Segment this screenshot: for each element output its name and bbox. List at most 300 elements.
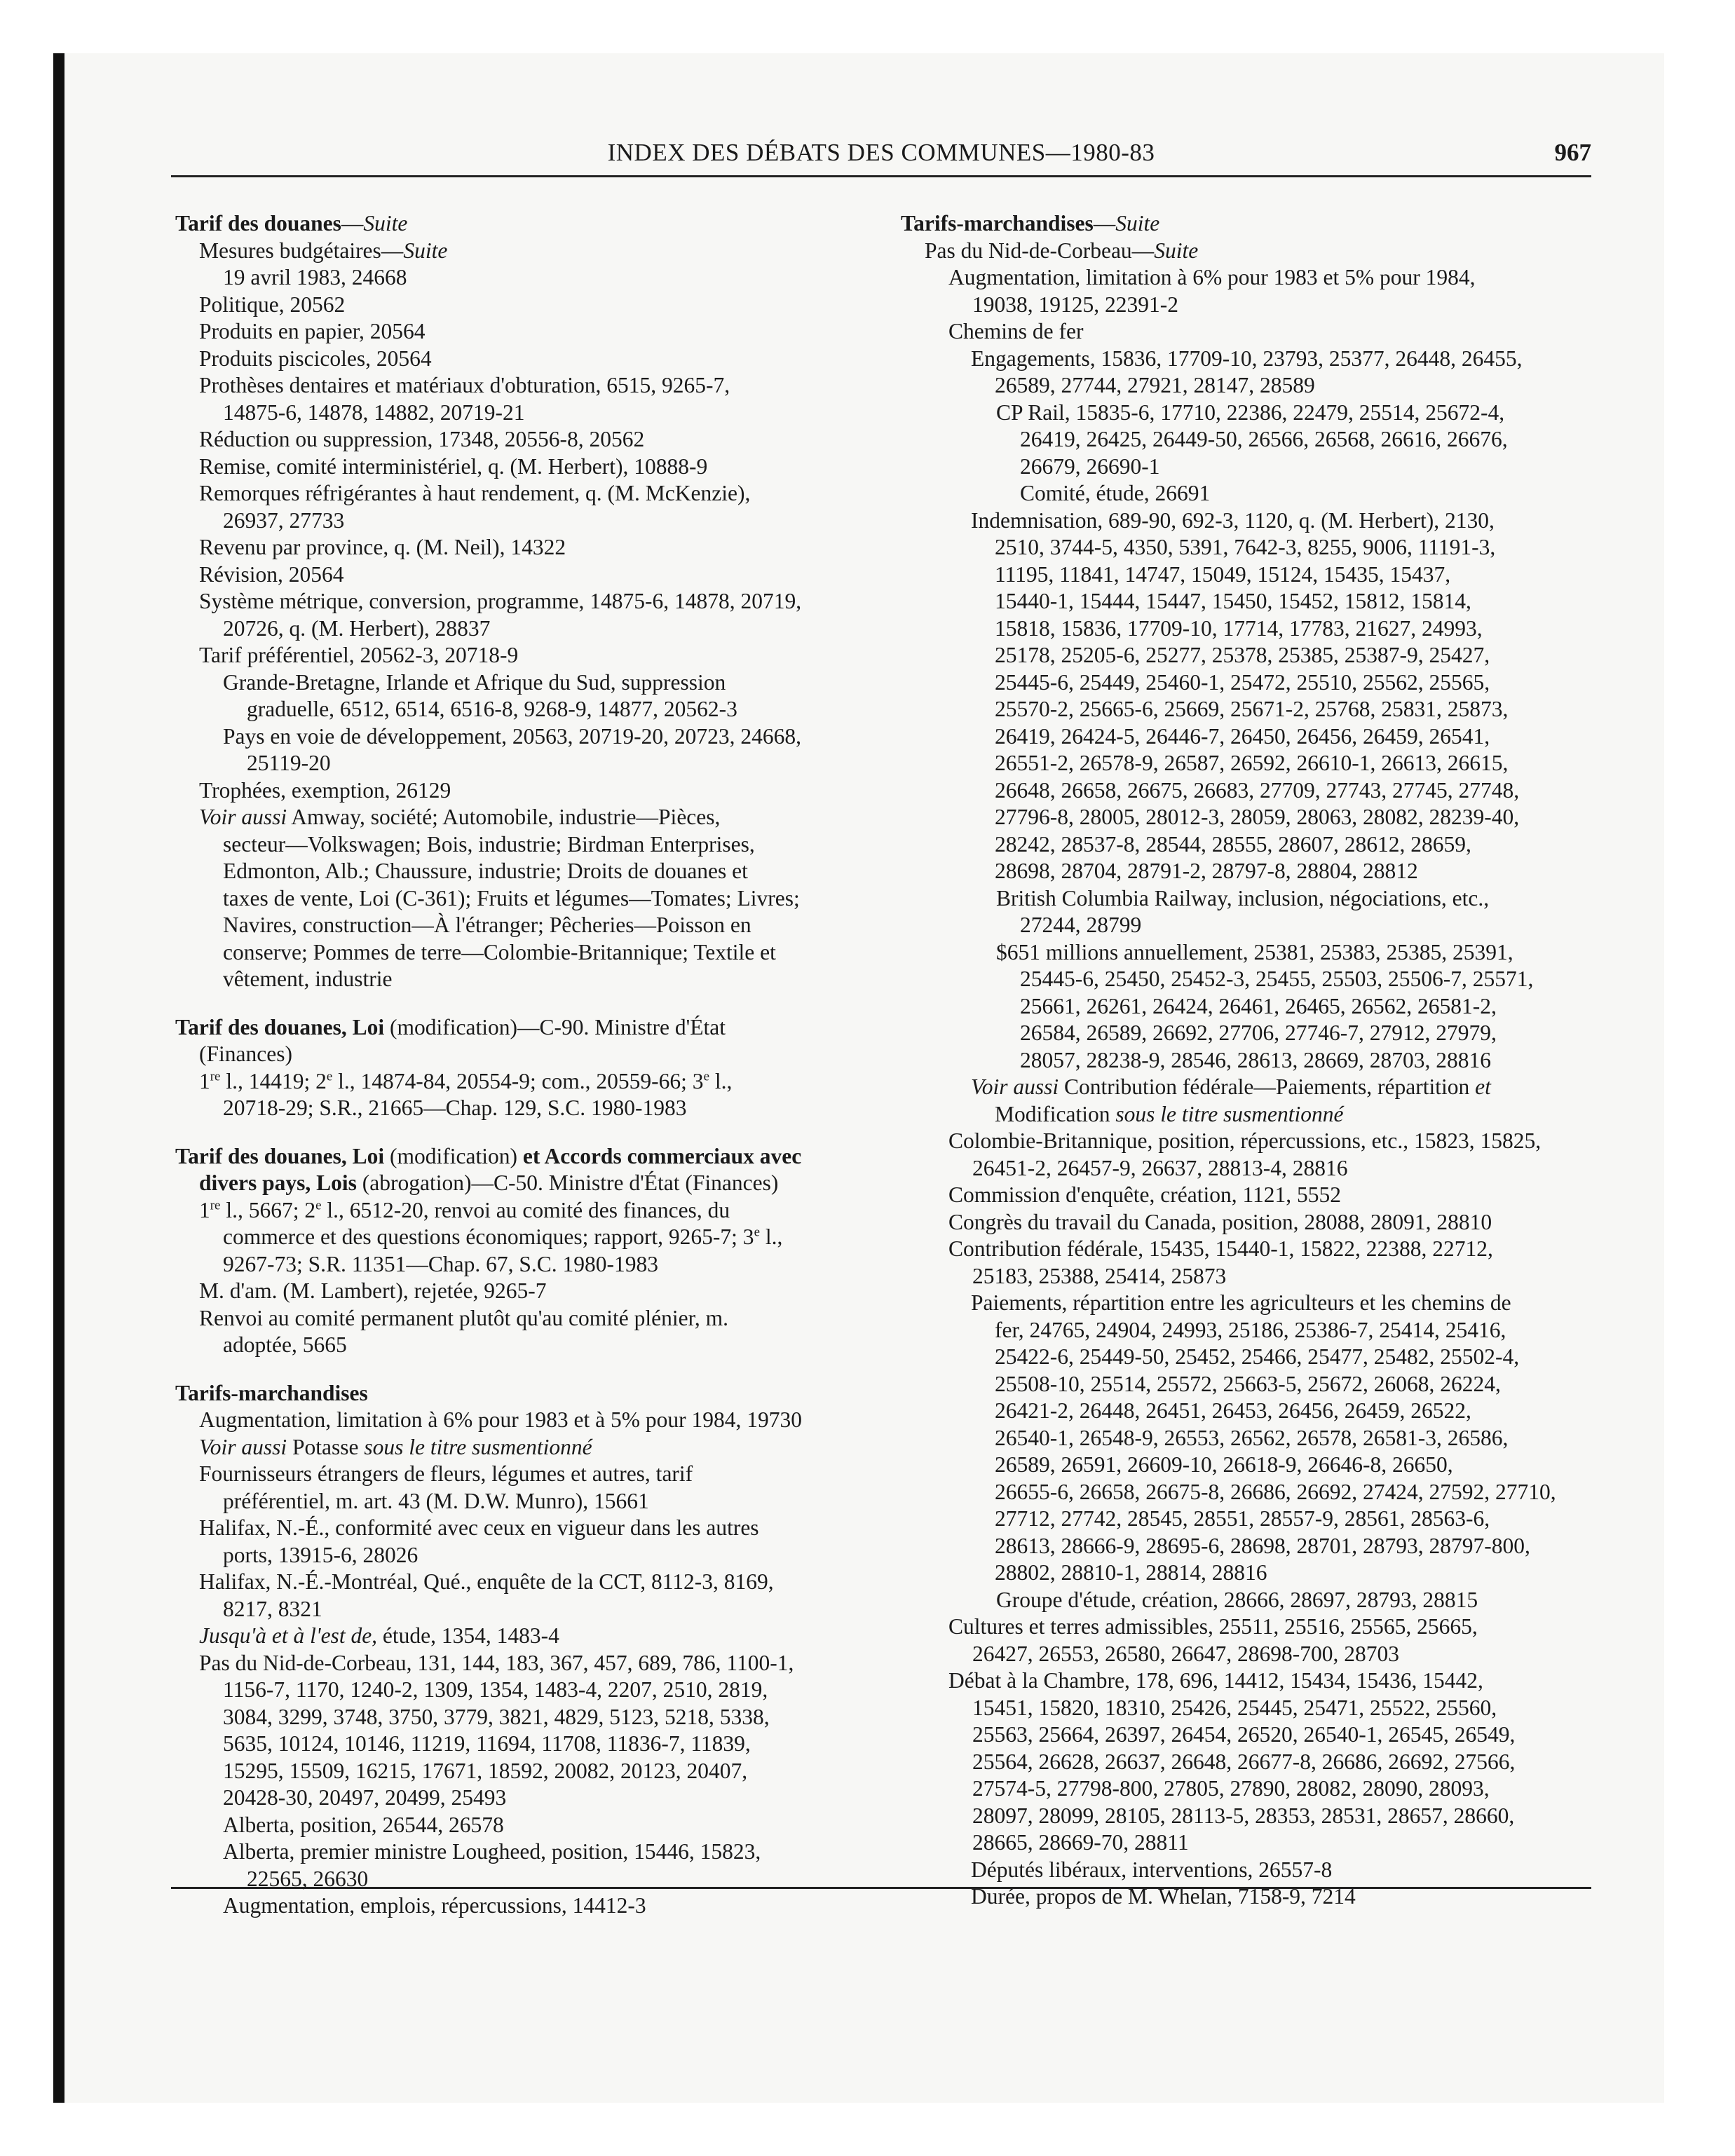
entry-line	[901, 642, 1595, 669]
entry-line	[175, 534, 866, 561]
index-heading	[175, 1380, 866, 1407]
text-run: Députés libéraux, interventions, 26557-8	[971, 1857, 1333, 1882]
index-entry	[901, 1857, 1595, 1884]
text-run: 28698, 28704, 28791-2, 28797-8, 28804, 28812	[995, 859, 1418, 883]
entry-line	[175, 1731, 866, 1758]
entry-line	[901, 372, 1595, 400]
entry-line	[901, 346, 1595, 373]
entry-line	[901, 1613, 1595, 1641]
index-entry	[175, 426, 866, 453]
text-run: l.,	[759, 1224, 783, 1249]
index-entry	[175, 1197, 866, 1278]
text-run: Tarif des douanes	[175, 211, 341, 236]
text-run: Cultures et terres admissibles, 25511, 25516, 25565, 25665,	[948, 1614, 1478, 1639]
text-run: —	[341, 211, 364, 236]
text-run: l.,	[709, 1068, 733, 1093]
text-run: 27796-8, 28005, 28012-3, 28059, 28063, 28082, 28239-40,	[995, 805, 1520, 829]
index-entry	[175, 1461, 866, 1515]
text-run: 28613, 28666-9, 28695-6, 28698, 28701, 28793, 28797-800,	[995, 1533, 1530, 1558]
text-run: Groupe d'étude, création, 28666, 28697, 28793, 28815	[996, 1587, 1478, 1612]
entry-line	[175, 696, 866, 723]
text-run: 28802, 28810-1, 28814, 28816	[995, 1560, 1267, 1585]
text-run: Remise, comité interministériel, q. (M. Herbert), 10888-9	[199, 453, 708, 479]
text-run: e	[754, 1224, 760, 1240]
text-run: l., 6512-20, renvoi au comité des finances, du	[321, 1197, 730, 1222]
index-entry	[175, 534, 866, 561]
scan-edge	[53, 53, 64, 2103]
index-entry	[175, 238, 866, 265]
index-entry	[175, 1838, 866, 1892]
text-run: Indemnisation, 689-90, 692-3, 1120, q. (M. Herbert), 2130,	[971, 507, 1495, 533]
index-entry	[901, 1182, 1595, 1209]
text-run: Tarif des douanes, Loi	[175, 1014, 385, 1039]
text-run: Alberta, position, 26544, 26578	[223, 1812, 504, 1837]
entry-line	[175, 400, 866, 427]
footer-rule	[171, 1887, 1591, 1889]
text-run: Paiements, répartition entre les agriculteurs et les chemins de	[971, 1290, 1511, 1315]
entry-line	[901, 1398, 1595, 1425]
text-run: secteur—Volkswagen; Bois, industrie; Birdman Enterprises,	[223, 831, 755, 857]
entry-line	[901, 561, 1595, 589]
index-entry	[175, 1623, 866, 1650]
entry-line	[175, 1515, 866, 1542]
entry-line	[901, 804, 1595, 831]
index-entry	[901, 238, 1595, 265]
entry-line	[901, 1425, 1595, 1452]
entry-line	[175, 318, 866, 346]
entry-line	[901, 1371, 1595, 1398]
entry-line	[175, 210, 866, 238]
entry-line	[175, 1380, 866, 1407]
text-run: 26427, 26553, 26580, 26647, 28698-700, 28703	[972, 1641, 1399, 1666]
entry-line	[901, 858, 1595, 885]
text-run: préférentiel, m. art. 43 (M. D.W. Munro), 15661	[223, 1488, 649, 1513]
entry-line	[901, 426, 1595, 453]
text-run: 26421-2, 26448, 26451, 26453, 26456, 26459, 26522,	[995, 1398, 1471, 1423]
text-run: 27574-5, 27798-800, 27805, 27890, 28082, 28090, 28093,	[972, 1776, 1490, 1801]
entry-line	[901, 1803, 1595, 1830]
entry-line	[175, 1332, 866, 1359]
entry-line	[175, 1278, 866, 1305]
text-run: Grande-Bretagne, Irlande et Afrique du Sud, suppression	[223, 669, 726, 695]
index-entry	[175, 453, 866, 481]
text-run: e	[703, 1069, 709, 1084]
entry-line	[901, 1317, 1595, 1344]
index-entry	[901, 1290, 1595, 1587]
entry-line	[175, 885, 866, 913]
running-title: INDEX DES DÉBATS DES COMMUNES—1980-83	[607, 139, 1155, 166]
index-entry	[175, 561, 866, 589]
text-run: 26419, 26424-5, 26446-7, 26450, 26456, 26459, 26541,	[995, 723, 1490, 749]
text-run: Revenu par province, q. (M. Neil), 14322	[199, 535, 566, 559]
text-run: 20726, q. (M. Herbert), 28837	[223, 615, 491, 641]
index-heading	[175, 1143, 866, 1197]
index-column-right	[901, 210, 1595, 1911]
text-run: M. d'am. (M. Lambert), rejetée, 9265-7	[199, 1278, 547, 1303]
text-run: étude, 1354, 1483-4	[377, 1623, 559, 1648]
text-run: 28242, 28537-8, 28544, 28555, 28607, 28612, 28659,	[995, 831, 1471, 857]
text-run: 20718-29; S.R., 21665—Chap. 129, S.C. 1980-1983	[223, 1096, 687, 1120]
text-run: Tarifs-marchandises	[901, 211, 1094, 236]
entry-line	[175, 1596, 866, 1623]
text-run: 1	[199, 1197, 210, 1222]
entry-line	[175, 1704, 866, 1731]
text-run: 5635, 10124, 10146, 11219, 11694, 11708, 11836-7, 11839,	[223, 1731, 751, 1756]
entry-line	[901, 588, 1595, 615]
entry-line	[901, 318, 1595, 346]
text-run: Système métrique, conversion, programme, 14875-6, 14878, 20719,	[199, 589, 802, 613]
text-run: Voir aussi	[971, 1074, 1059, 1099]
text-run: (modification)	[384, 1143, 523, 1168]
text-run: 26540-1, 26548-9, 26553, 26562, 26578, 26581-3, 26586,	[995, 1425, 1509, 1450]
text-run: Pays en voie de développement, 20563, 20719-20, 20723, 24668,	[223, 723, 801, 749]
index-entry	[175, 1407, 866, 1434]
text-run: 26584, 26589, 26692, 27706, 27746-7, 27912, 27979,	[1020, 1021, 1497, 1045]
entry-line	[175, 1650, 866, 1677]
index-entry	[901, 480, 1595, 507]
text-run: 25445-6, 25449, 25460-1, 25472, 25510, 25562, 25565,	[995, 669, 1490, 695]
text-run: 27244, 28799	[1020, 913, 1142, 937]
entry-line	[175, 1569, 866, 1596]
text-run: Voir aussi	[199, 1434, 287, 1459]
entry-line	[175, 1251, 866, 1278]
text-run: Remorques réfrigérantes à haut rendement, q. (M. McKenzie),	[199, 481, 751, 505]
index-heading	[175, 210, 866, 238]
text-run: fer, 24765, 24904, 24993, 25186, 25386-7, 25414, 25416,	[995, 1317, 1506, 1342]
entry-line	[175, 1488, 866, 1515]
text-run: 19 avril 1983, 24668	[223, 265, 407, 289]
entry-line	[901, 1721, 1595, 1749]
text-run: Suite	[363, 211, 408, 236]
index-entry	[901, 1128, 1595, 1182]
text-run: Trophées, exemption, 26129	[199, 777, 451, 803]
text-run: re	[210, 1069, 221, 1084]
index-heading	[901, 210, 1595, 238]
entry-line	[175, 1542, 866, 1569]
entry-line	[901, 264, 1595, 292]
entry-line	[901, 1479, 1595, 1506]
text-run: Augmentation, limitation à 6% pour 1983 et à 5% pour 1984, 19730	[199, 1407, 802, 1432]
text-run: Produits en papier, 20564	[199, 319, 426, 343]
text-run: Suite	[1115, 211, 1160, 236]
index-entry	[901, 1074, 1595, 1128]
entry-line	[901, 993, 1595, 1021]
entry-line	[901, 1101, 1595, 1128]
text-run: l., 14419; 2	[220, 1068, 327, 1093]
text-run: (Finances)	[199, 1042, 292, 1066]
text-run: —	[1093, 211, 1116, 236]
index-entry	[175, 1812, 866, 1839]
text-run: Engagements, 15836, 17709-10, 23793, 25377, 26448, 26455,	[971, 346, 1523, 371]
index-entry	[175, 1305, 866, 1359]
entry-line	[901, 723, 1595, 751]
entry-line	[901, 1857, 1595, 1884]
text-run: 14875-6, 14878, 14882, 20719-21	[223, 400, 525, 425]
text-run: ports, 13915-6, 28026	[223, 1542, 419, 1567]
index-entry	[901, 346, 1595, 400]
index-entry	[175, 588, 866, 642]
entry-line	[901, 1263, 1595, 1290]
entry-line	[175, 264, 866, 292]
text-run: Voir aussi	[199, 805, 287, 829]
text-run: Jusqu'à et à l'est de,	[199, 1623, 378, 1648]
entry-line	[901, 777, 1595, 805]
entry-line	[175, 669, 866, 697]
text-run: Renvoi au comité permanent plutôt qu'au comité plénier, m.	[199, 1305, 728, 1330]
page-header	[171, 133, 1591, 177]
text-run: 25119-20	[247, 751, 331, 775]
entry-line	[175, 966, 866, 993]
index-column-left	[175, 210, 866, 1920]
text-run: Edmonton, Alb.; Chaussure, industrie; Droits de douanes et	[223, 859, 748, 883]
entry-line	[901, 1155, 1595, 1182]
index-entry	[901, 507, 1595, 885]
entry-line	[901, 453, 1595, 481]
entry-line	[175, 804, 866, 831]
text-run: 28097, 28099, 28105, 28113-5, 28353, 28531, 28657, 28660,	[972, 1803, 1515, 1828]
text-run: 1	[199, 1068, 210, 1093]
text-run: 20428-30, 20497, 20499, 25493	[223, 1785, 507, 1810]
text-run: Alberta, premier ministre Lougheed, position, 15446, 15823,	[223, 1839, 761, 1864]
entry-line	[901, 750, 1595, 777]
entry-line	[901, 292, 1595, 319]
text-run: Congrès du travail du Canada, position, 28088, 28091, 28810	[948, 1209, 1492, 1234]
text-run: (modification)—C-90. Ministre d'État	[384, 1014, 726, 1039]
text-run: Chemins de fer	[948, 319, 1084, 343]
entry-line	[175, 453, 866, 481]
entry-line	[175, 292, 866, 319]
text-run: Contribution fédérale—Paiements, répartition	[1059, 1074, 1476, 1099]
index-entry	[175, 1515, 866, 1569]
text-run: l., 14874-84, 20554-9; com., 20559-66; 3	[332, 1068, 704, 1093]
entry-line	[175, 831, 866, 859]
page-number: 967	[1554, 139, 1591, 166]
entry-line	[901, 912, 1595, 939]
index-entry	[175, 804, 866, 993]
entry-line	[901, 210, 1595, 238]
entry-line	[175, 1434, 866, 1461]
text-run: et Accords commerciaux avec	[522, 1143, 802, 1168]
text-run: adoptée, 5665	[223, 1332, 347, 1357]
text-run: Politique, 20562	[199, 292, 346, 317]
entry-line	[901, 615, 1595, 643]
entry-line	[901, 1829, 1595, 1857]
entry-line	[901, 1775, 1595, 1803]
entry-line	[901, 1209, 1595, 1236]
entry-line	[901, 669, 1595, 697]
index-entry	[175, 642, 866, 669]
entry-line	[175, 238, 866, 265]
index-entry	[901, 400, 1595, 481]
index-heading	[175, 1014, 866, 1068]
index-entry	[901, 1236, 1595, 1290]
text-run: Amway, société; Automobile, industrie—Pièces,	[287, 805, 721, 829]
entry-line	[175, 1892, 866, 1920]
entry-line	[901, 534, 1595, 561]
text-run: (abrogation)—C-50. Ministre d'État (Finances)	[356, 1171, 779, 1195]
entry-line	[175, 777, 866, 805]
entry-line	[901, 1344, 1595, 1371]
text-run: Prothèses dentaires et matériaux d'obturation, 6515, 9265-7,	[199, 373, 730, 397]
entry-line	[175, 858, 866, 885]
text-run: 25661, 26261, 26424, 26461, 26465, 26562, 26581-2,	[1020, 993, 1497, 1018]
index-entry	[175, 777, 866, 805]
entry-line	[901, 238, 1595, 265]
entry-line	[175, 346, 866, 373]
entry-line	[901, 885, 1595, 913]
text-run: Potasse	[287, 1434, 365, 1459]
entry-line	[175, 1041, 866, 1068]
text-run: sous le titre susmentionné	[364, 1434, 592, 1459]
text-run: Halifax, N.-É., conformité avec ceux en vigueur dans les autres	[199, 1515, 759, 1540]
entry-line	[175, 750, 866, 777]
entry-line	[901, 507, 1595, 535]
text-run: 26589, 27744, 27921, 28147, 28589	[995, 373, 1315, 397]
entry-line	[175, 1785, 866, 1812]
text-run: 11195, 11841, 14747, 15049, 15124, 15435, 15437,	[995, 561, 1451, 587]
entry-line	[901, 1533, 1595, 1560]
entry-line	[175, 1623, 866, 1650]
index-entry	[901, 885, 1595, 939]
entry-line	[175, 1170, 866, 1197]
entry-line	[175, 1677, 866, 1704]
text-run: Contribution fédérale, 15435, 15440-1, 15822, 22388, 22712,	[948, 1236, 1493, 1261]
text-run: Tarif des douanes, Loi	[175, 1143, 385, 1168]
entry-line	[175, 1143, 866, 1171]
entry-line	[175, 1095, 866, 1122]
text-run: 25563, 25664, 26397, 26454, 26520, 26540-1, 26545, 26549,	[972, 1722, 1516, 1747]
text-run: 22565, 26630	[247, 1866, 369, 1891]
index-entry	[901, 1209, 1595, 1236]
text-run: Colombie-Britannique, position, répercussions, etc., 15823, 15825,	[948, 1128, 1542, 1153]
text-run: Halifax, N.-É.-Montréal, Qué., enquête de la CCT, 8112-3, 8169,	[199, 1569, 774, 1594]
index-entry	[901, 318, 1595, 346]
text-run: Pas du Nid-de-Corbeau, 131, 144, 183, 367, 457, 689, 786, 1100-1,	[199, 1650, 794, 1675]
text-run: 26937, 27733	[223, 507, 345, 533]
text-run: sous le titre susmentionné	[1115, 1101, 1344, 1126]
text-run: Suite	[1154, 238, 1199, 263]
entry-line	[901, 939, 1595, 967]
index-entry	[175, 318, 866, 346]
entry-line	[175, 372, 866, 400]
entry-line	[175, 1812, 866, 1839]
entry-line	[901, 480, 1595, 507]
entry-line	[901, 1236, 1595, 1263]
entry-line	[901, 1749, 1595, 1776]
entry-line	[901, 1641, 1595, 1668]
text-run: Comité, étude, 26691	[1020, 481, 1211, 505]
entry-line	[901, 1506, 1595, 1533]
text-run: 26419, 26425, 26449-50, 26566, 26568, 26616, 26676,	[1020, 427, 1508, 451]
index-entry	[175, 346, 866, 373]
index-entry	[175, 292, 866, 319]
text-run: 28665, 28669-70, 28811	[972, 1830, 1189, 1855]
entry-line	[901, 1290, 1595, 1317]
text-run: 15818, 15836, 17709-10, 17714, 17783, 21627, 24993,	[995, 615, 1483, 641]
entry-line	[175, 642, 866, 669]
index-entry	[175, 480, 866, 534]
index-entry	[175, 1569, 866, 1623]
entry-line	[175, 1068, 866, 1096]
entry-line	[175, 1224, 866, 1251]
text-run: re	[210, 1198, 221, 1213]
entry-line	[901, 1047, 1595, 1074]
text-run: 15295, 15509, 16215, 17671, 18592, 20082, 20123, 20407,	[223, 1758, 748, 1783]
text-run: 28057, 28238-9, 28546, 28613, 28669, 28703, 28816	[1020, 1047, 1491, 1072]
text-run: Suite	[403, 238, 448, 263]
entry-line	[901, 1695, 1595, 1722]
index-entry	[175, 372, 866, 426]
text-run: Commission d'enquête, création, 1121, 5552	[948, 1182, 1342, 1207]
entry-line	[175, 1407, 866, 1434]
text-run: 1156-7, 1170, 1240-2, 1309, 1354, 1483-4, 2207, 2510, 2819,	[223, 1677, 768, 1702]
text-run: 26451-2, 26457-9, 26637, 28813-4, 28816	[972, 1155, 1348, 1180]
text-run: 26551-2, 26578-9, 26587, 26592, 26610-1, 26613, 26615,	[995, 751, 1509, 775]
text-run: 25178, 25205-6, 25277, 25378, 25385, 25387-9, 25427,	[995, 643, 1490, 667]
index-entry	[901, 939, 1595, 1074]
text-run: taxes de vente, Loi (C-361); Fruits et légumes—Tomates; Livres;	[223, 885, 800, 910]
entry-line	[175, 1197, 866, 1224]
text-run: Produits piscicoles, 20564	[199, 346, 432, 371]
text-run: vêtement, industrie	[223, 967, 393, 991]
text-run: 15440-1, 15444, 15447, 15450, 15452, 15812, 15814,	[995, 589, 1471, 613]
text-run: 26589, 26591, 26609-10, 26618-9, 26646-8, 26650,	[995, 1452, 1453, 1477]
text-run: Modification	[995, 1101, 1116, 1126]
text-run: 25445-6, 25450, 25452-3, 25455, 25503, 25506-7, 25571,	[1020, 967, 1534, 991]
entry-line	[901, 966, 1595, 993]
text-run: Pas du Nid-de-Corbeau—	[925, 238, 1155, 263]
entry-line	[901, 1128, 1595, 1155]
text-run: Fournisseurs étrangers de fleurs, légumes et autres, tarif	[199, 1461, 693, 1486]
entry-line	[175, 588, 866, 615]
text-run: Augmentation, limitation à 6% pour 1983 et 5% pour 1984,	[948, 265, 1476, 289]
index-entry	[175, 1068, 866, 1122]
index-entry	[175, 723, 866, 777]
text-run: e	[326, 1069, 333, 1084]
index-entry	[175, 1650, 866, 1812]
text-run: $651 millions annuellement, 25381, 25383, 25385, 25391,	[996, 939, 1513, 964]
entry-line	[175, 426, 866, 453]
index-entry	[901, 264, 1595, 318]
text-run: 25570-2, 25665-6, 25669, 25671-2, 25768, 25831, 25873,	[995, 697, 1509, 721]
entry-line	[901, 1452, 1595, 1479]
entry-line	[901, 1587, 1595, 1614]
index-entry	[901, 1667, 1595, 1857]
entry-line	[901, 1667, 1595, 1695]
index-entry	[175, 1892, 866, 1920]
text-run: Réduction ou suppression, 17348, 20556-8, 20562	[199, 427, 645, 451]
index-entry	[175, 1278, 866, 1305]
entry-line	[175, 723, 866, 751]
text-run: Débat à la Chambre, 178, 696, 14412, 15434, 15436, 15442,	[948, 1668, 1483, 1693]
entry-line	[175, 912, 866, 939]
text-run: 25183, 25388, 25414, 25873	[972, 1263, 1227, 1288]
text-run: Durée, propos de M. Whelan, 7158-9, 7214	[971, 1884, 1356, 1909]
entry-line	[901, 1020, 1595, 1047]
entry-line	[175, 615, 866, 643]
entry-line	[901, 696, 1595, 723]
text-run: CP Rail, 15835-6, 17710, 22386, 22479, 25514, 25672-4,	[996, 400, 1505, 425]
text-run: Tarifs-marchandises	[175, 1380, 368, 1405]
index-entry	[175, 669, 866, 723]
text-run: 15451, 15820, 18310, 25426, 25445, 25471, 25522, 25560,	[972, 1695, 1497, 1720]
entry-line	[175, 480, 866, 507]
text-run: Révision, 20564	[199, 561, 344, 587]
entry-line	[175, 1838, 866, 1866]
entry-line	[175, 939, 866, 967]
index-entry	[175, 1434, 866, 1461]
text-run: commerce et des questions économiques; rapport, 9265-7; 3	[223, 1224, 754, 1249]
